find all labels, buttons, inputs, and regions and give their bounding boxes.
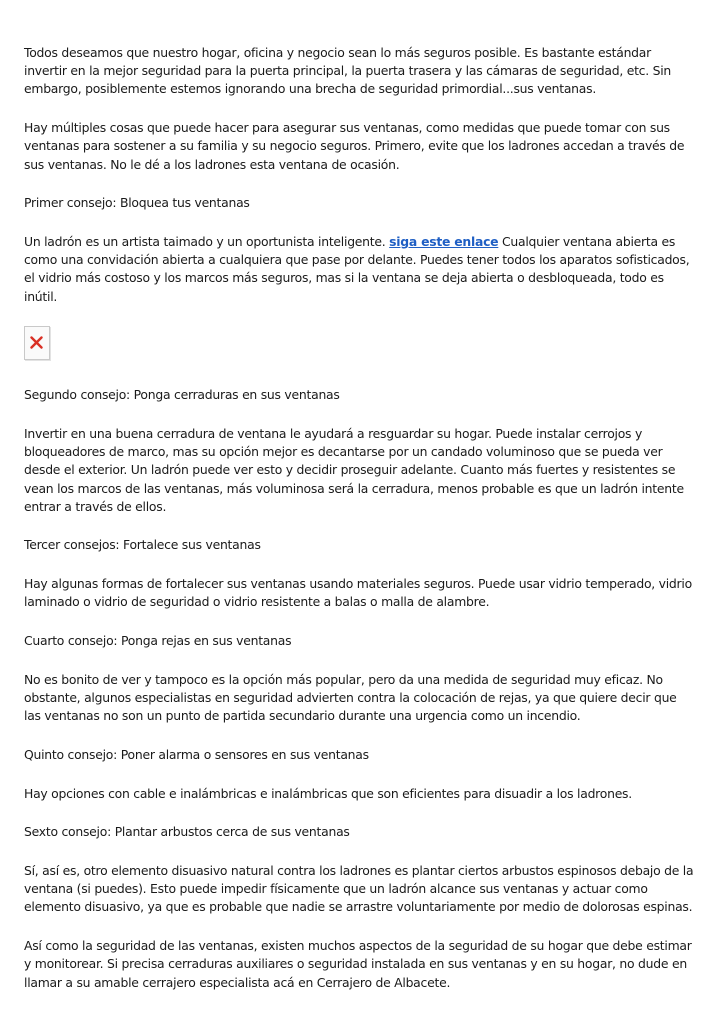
tip-4-heading: Cuarto consejo: Ponga rejas en sus ventanas [24, 633, 292, 649]
tip-1-text-after-link: Cualquier ventana abierta es como una convidación abierta a cualquiera que pase por delante. Puedes tener todos los aparatos sofisticados, el vidrio más costoso y los marcos más seguros, mas si la ventana se deja abierta o desbloqueada, todo es inútil. [24, 233, 690, 304]
tip-1-heading: Primer consejo: Bloquea tus ventanas [24, 195, 250, 211]
overview-paragraph: Hay múltiples cosas que puede hacer para asegurar sus ventanas, como medidas que puede tomar con sus ventanas para sostener a su familia y su negocio seguros. Primero, evite que los ladrones accedan a través de sus ventanas. No le dé a los ladrones esta ventana de ocasión. [24, 120, 685, 172]
tip-4-paragraph: No es bonito de ver y tampoco es la opción más popular, pero da una medida de seguridad muy eficaz. No obstante, algunos especialistas en seguridad advierten contra la colocación de rejas, ya que quiere decir que las ventanas no son un punto de partida secundario durante una urgencia como un incendio. [24, 671, 677, 724]
tip-2-heading: Segundo consejo: Ponga cerraduras en sus ventanas [24, 387, 340, 403]
tip-5-paragraph: Hay opciones con cable e inalámbricas e inalámbricas que son eficientes para disuadir a los ladrones. [24, 785, 632, 801]
article [24, 44, 696, 1012]
intro-paragraph: Todos deseamos que nuestro hogar, oficina y negocio sean lo más seguros posible. Es bastante estándar invertir en la mejor seguridad para la puerta principal, la puerta trasera y las cámaras de seguridad, etc. Sin embargo, posiblemente estemos ignorando una brecha de seguridad primordial...sus ventanas. [24, 45, 672, 97]
broken-image-icon [30, 336, 43, 349]
tip-6-heading: Sexto consejo: Plantar arbustos cerca de sus ventanas [24, 824, 350, 840]
broken-image-placeholder [24, 326, 50, 360]
tip-5-heading: Quinto consejo: Poner alarma o sensores en sus ventanas [24, 746, 369, 762]
tip-2-paragraph: Invertir en una buena cerradura de ventana le ayudará a resguardar su hogar. Puede instalar cerrojos y bloqueadores de marco, mas su opción mejor es decantarse por un candado voluminoso que se pueda ver desde el exterior. Un ladrón puede ver esto y decidir proseguir adelante. Cuanto más fuertes y resistentes se vean los marcos de las ventanas, más voluminosa será la cerradura, menos probable es que un ladrón intente entrar a través de ellos. [24, 425, 684, 514]
follow-this-link[interactable]: siga este enlace [389, 233, 499, 249]
closing-paragraph: Así como la seguridad de las ventanas, existen muchos aspectos de la seguridad de su hogar que debe estimar y monitorear. Si precisa cerraduras auxiliares o seguridad instalada en sus ventanas y en su hogar, no dude en llamar a su amable cerrajero especialista acá en Cerrajero de Albacete. [24, 938, 692, 990]
tip-3-paragraph: Hay algunas formas de fortalecer sus ventanas usando materiales seguros. Puede usar vidrio temperado, vidrio laminado o vidrio de seguridad o vidrio resistente a balas o malla de alambre. [24, 576, 692, 610]
tip-3-heading: Tercer consejos: Fortalece sus ventanas [24, 537, 261, 553]
tip-1-text-before-link: Un ladrón es un artista taimado y un oportunista inteligente. [24, 233, 390, 249]
tip-1-paragraph [24, 233, 696, 306]
tip-6-paragraph: Sí, así es, otro elemento disuasivo natural contra los ladrones es plantar ciertos arbustos espinosos debajo de la ventana (si puedes). Esto puede impedir físicamente que un ladrón alcance sus ventanas y actuar como elemento disuasivo, ya que es probable que nadie se arrastre voluntariamente por medio de dolorosas espinas. [24, 862, 694, 915]
